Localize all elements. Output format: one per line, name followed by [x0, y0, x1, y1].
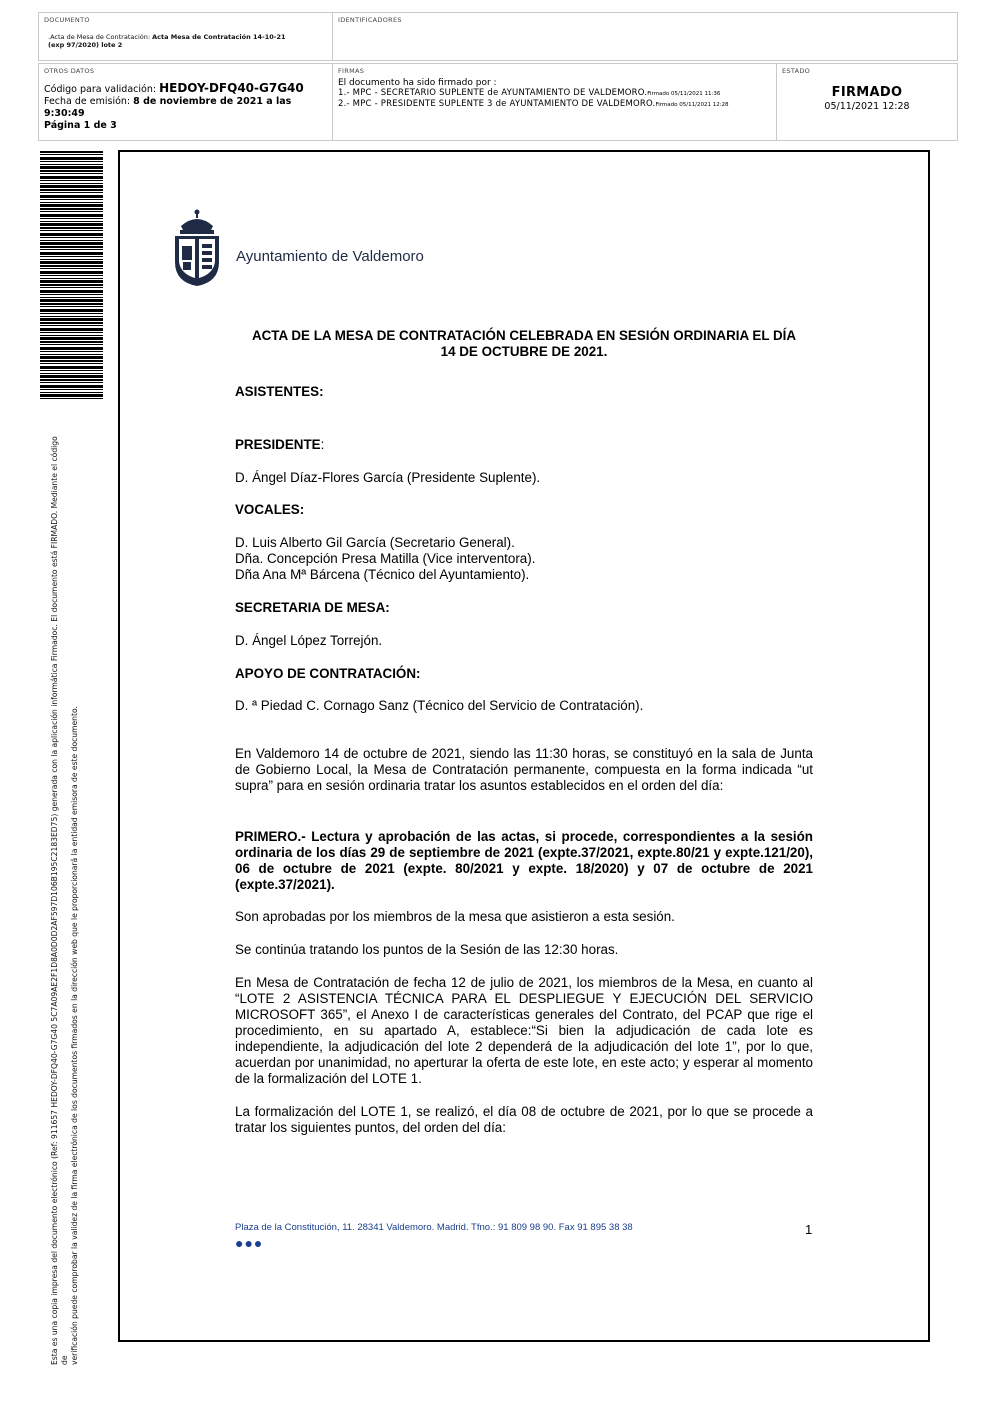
agenda-item-first: PRIMERO.- Lectura y aprobación de las actas, si procede, correspondientes a la sesión ordinaria de los días 29 de septiembre de 2021 (expte.37/2021, expte.80/21 y expte.121/20), 06 de octubre de 2021 (expte. 80/2021 y expte. 18/2020) y 07 de octubre de 2021 (expte.37/2021). — [235, 829, 813, 892]
support-name: D. ª Piedad C. Cornago Sanz (Técnico del Servicio de Contratación). — [235, 698, 644, 713]
document-title-bold: Acta Mesa de Contratación 14-10-21 — [152, 33, 286, 41]
lote-paragraph: En Mesa de Contratación de fecha 12 de julio de 2021, los miembros de la Mesa, en cuanto al “LOTE 2 ASISTENCIA TÉCNICA PARA EL DESPLIEGUE Y EJECUCIÓN DEL SERVICIO MICROSOFT 365”, el Anexo I de características generales del Contrato, del PCAP que rige el procedimiento, en su apartado A, establece:“Si bien la adjudicación de cada lote es independiente, la adjudicación del lote 2 dependerá de la adjudicación del lote 1”, por lo que, acuerdan por unanimidad, no aperturar la oferta de este lote, en este acto; y esperar al momento de la formalización del LOTE 1. — [235, 975, 813, 1086]
session-paragraph: En Valdemoro 14 de octubre de 2021, siendo las 11:30 horas, se constituyó en la sala de Junta de Gobierno Local, la Mesa de Contratación permanente, compuesta en la forma indicada “ut supra” para en sesión ordinaria tratar los asuntos establecidos en el orden del día: — [235, 746, 813, 793]
attendees-heading: ASISTENTES: — [235, 384, 324, 399]
support-heading: APOYO DE CONTRATACIÓN: — [235, 666, 421, 681]
member-item: Dña. Concepción Presa Matilla (Vice interventora). — [235, 551, 536, 566]
validation-code[interactable]: HEDOY-DFQ40-G7G40 — [159, 81, 304, 95]
barcode-icon — [40, 151, 103, 399]
signatures-label: FIRMAS — [338, 67, 365, 75]
signer-1: 1.- MPC - SECRETARIO SUPLENTE de AYUNTAMIENTO DE VALDEMORO.Firmado 05/11/2021 11:36 — [338, 88, 721, 98]
president-heading: PRESIDENTE: — [235, 437, 325, 452]
status-badge: FIRMADO — [831, 85, 903, 100]
identifiers-label: IDENTIFICADORES — [338, 16, 402, 24]
validation-code-line: Código para validación: HEDOY-DFQ40-G7G40 — [44, 81, 304, 95]
member-item: D. Luis Alberto Gil García (Secretario General). — [235, 535, 515, 550]
footer-address: Plaza de la Constitución, 11. 28341 Valdemoro. Madrid. Tfno.: 91 809 98 90. Fax 91 895 38 38 — [235, 1222, 633, 1233]
document-title-line2: (exp 97/2020) lote 2 — [48, 41, 123, 49]
coat-of-arms-logo-icon — [171, 208, 223, 288]
footer-dots-icon: ●●● — [235, 1235, 264, 1251]
status-cell — [776, 64, 957, 140]
status-label: ESTADO — [782, 67, 811, 75]
signatures-cell — [332, 64, 776, 140]
verification-sidenote: Esta es una copia impresa del documento electrónico (Ref: 911657 HEDOY-DFQ40-G7G40 5C7A09AE2F1D8A0D0D2AF597D106B195C2183ED75) generada con la aplicación informática Firmadoc. El documento está FIRMADO. Mediante el código de verificación puede comprobar la validez de la firma electrónica de los documentos firmados en la dirección web que le proporcionará la entidad emisora de este documento. — [50, 436, 79, 1365]
approval-paragraph: Son aprobadas por los miembros de la mesa que asistieron a esta sesión. — [235, 909, 675, 924]
page-number: 1 — [805, 1222, 813, 1237]
other-data-cell — [39, 64, 332, 140]
continuation-paragraph: Se continúa tratando los puntos de la Sesión de las 12:30 horas. — [235, 942, 619, 957]
document-cell — [39, 13, 332, 60]
signer-2: 2.- MPC - PRESIDENTE SUPLENTE 3 de AYUNTAMIENTO DE VALDEMORO.Firmado 05/11/2021 12:28 — [338, 99, 729, 109]
president-name: D. Ángel Díaz-Flores García (Presidente Suplente). — [235, 470, 541, 485]
status-date: 05/11/2021 12:28 — [824, 101, 910, 112]
metadata-header-bottom — [38, 63, 958, 141]
other-data-label: OTROS DATOS — [44, 67, 95, 75]
emission-date-line: Fecha de emisión: 8 de noviembre de 2021 a las 9:30:49 — [44, 96, 292, 119]
secretary-name: D. Ángel López Torrejón. — [235, 633, 383, 648]
formalization-paragraph: La formalización del LOTE 1, se realizó, el día 08 de octubre de 2021, por lo que se procede a tratar los siguientes puntos, del orden del día: — [235, 1104, 813, 1135]
document-heading: ACTA DE LA MESA DE CONTRATACIÓN CELEBRADA EN SESIÓN ORDINARIA EL DÍA 14 DE OCTUBRE DE 2021. — [251, 328, 797, 359]
secretary-heading: SECRETARIA DE MESA: — [235, 600, 390, 615]
document-title: .Acta de Mesa de Contratación: Acta Mesa de Contratación 14-10-21 (exp 97/2020) lote 2 — [48, 33, 286, 49]
metadata-header-top — [38, 12, 958, 61]
identifiers-cell — [332, 13, 957, 60]
members-heading: VOCALES: — [235, 502, 305, 517]
page-count: Página 1 de 3 — [44, 120, 117, 131]
organization-name: Ayuntamiento de Valdemoro — [236, 248, 424, 265]
signatures-intro: El documento ha sido firmado por : — [338, 78, 497, 88]
members-list — [235, 535, 813, 583]
emission-date: 8 de noviembre de 2021 a las 9:30:49 — [44, 96, 292, 119]
member-item: Dña Ana Mª Bárcena (Técnico del Ayuntamiento). — [235, 567, 530, 582]
document-label: DOCUMENTO — [44, 16, 90, 24]
